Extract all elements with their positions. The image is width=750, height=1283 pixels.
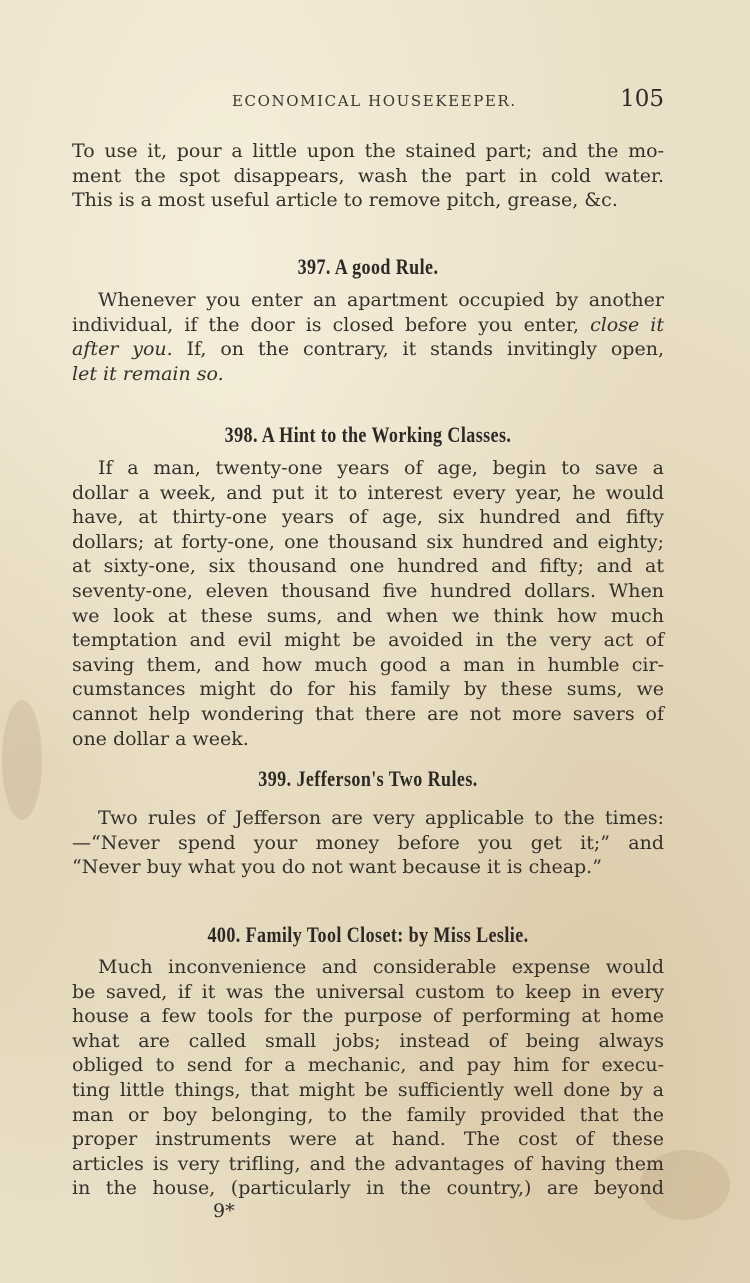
text-line: cannot help wondering that there are not more savers of [72, 702, 664, 725]
text-line: ting little things, that might be sufficiently well done by a [72, 1078, 664, 1101]
text-line: If a man, twenty-one years of age, begin to save a [98, 457, 664, 479]
text-line: cumstances might do for his family by these sums, we [72, 678, 664, 701]
text-line: man or boy belonging, to the family provided that the [72, 1103, 664, 1126]
text-line: articles is very trifling, and the advantages of having them [72, 1152, 664, 1175]
section-heading: 397. A good Rule. [297, 254, 439, 279]
section-heading: 400. Family Tool Closet: by Miss Leslie. [207, 922, 529, 947]
section-heading: 399. Jefferson's Two Rules. [258, 766, 478, 791]
text-line: Whenever you enter an apartment occupied by another [98, 289, 664, 311]
text-line: dollars; at forty-one, one thousand six hundred and eighty; [72, 530, 664, 553]
text-segment: If, on the contrary, it stands invitingly open, [172, 338, 664, 361]
text-line: proper instruments were at hand. The cost of these [72, 1128, 664, 1151]
text-line: what are called small jobs; instead of being always [72, 1029, 664, 1052]
running-head [72, 86, 666, 116]
running-title: ECONOMICAL HOUSEKEEPER. [232, 92, 517, 110]
text-line: temptation and evil might be avoided in the very act of [72, 629, 664, 652]
text-line: one dollar a week. [72, 727, 249, 750]
text-line: Much inconvenience and considerable expense would [98, 956, 664, 978]
section-paragraph [72, 288, 664, 386]
section-paragraph [72, 456, 664, 751]
text-line: This is a most useful article to remove pitch, grease, &c. [72, 189, 618, 212]
text-line: Two rules of Jefferson are very applicable to the times: [98, 807, 664, 829]
text-line: saving them, and how much good a man in humble cir- [72, 653, 664, 676]
text-line: To use it, pour a little upon the stained part; and the mo- [72, 140, 664, 162]
text-line: seventy-one, eleven thousand five hundred dollars. When [72, 579, 664, 602]
italic-text: let it remain so. [72, 362, 224, 385]
text-line: obliged to send for a mechanic, and pay him for execu- [72, 1054, 664, 1077]
text-line: dollar a week, and put it to interest every year, he would [72, 481, 664, 504]
text-line: we look at these sums, and when we think how much [72, 604, 664, 627]
text-line [72, 313, 664, 338]
text-line [72, 337, 664, 362]
text-line: have, at thirty-one years of age, six hundred and fifty [72, 506, 664, 529]
italic-text: after you. [72, 338, 173, 361]
text-line [72, 362, 664, 387]
text-line: in the house, (particularly in the country,) are beyond [72, 1177, 664, 1200]
text-line: be saved, if it was the universal custom to keep in every [72, 980, 664, 1003]
text-line: “Never buy what you do not want because it is cheap.” [72, 856, 602, 879]
text-line: house a few tools for the purpose of performing at home [72, 1005, 664, 1028]
italic-text: close it [590, 313, 664, 336]
intro-paragraph [72, 139, 664, 213]
text-segment: individual, if the door is closed before you enter, [72, 313, 591, 336]
section-heading: 398. A Hint to the Working Classes. [224, 422, 512, 447]
text-line: ment the spot disappears, wash the part in cold water. [72, 164, 664, 187]
text-line: at sixty-one, six thousand one hundred and fifty; and at [72, 555, 664, 578]
paper-stain [2, 700, 42, 820]
text-line: —“Never spend your money before you get it;” and [72, 831, 664, 854]
page-number: 105 [620, 86, 664, 112]
signature-mark: 9* [213, 1200, 235, 1222]
section-paragraph [72, 806, 664, 880]
section-paragraph [72, 955, 664, 1201]
